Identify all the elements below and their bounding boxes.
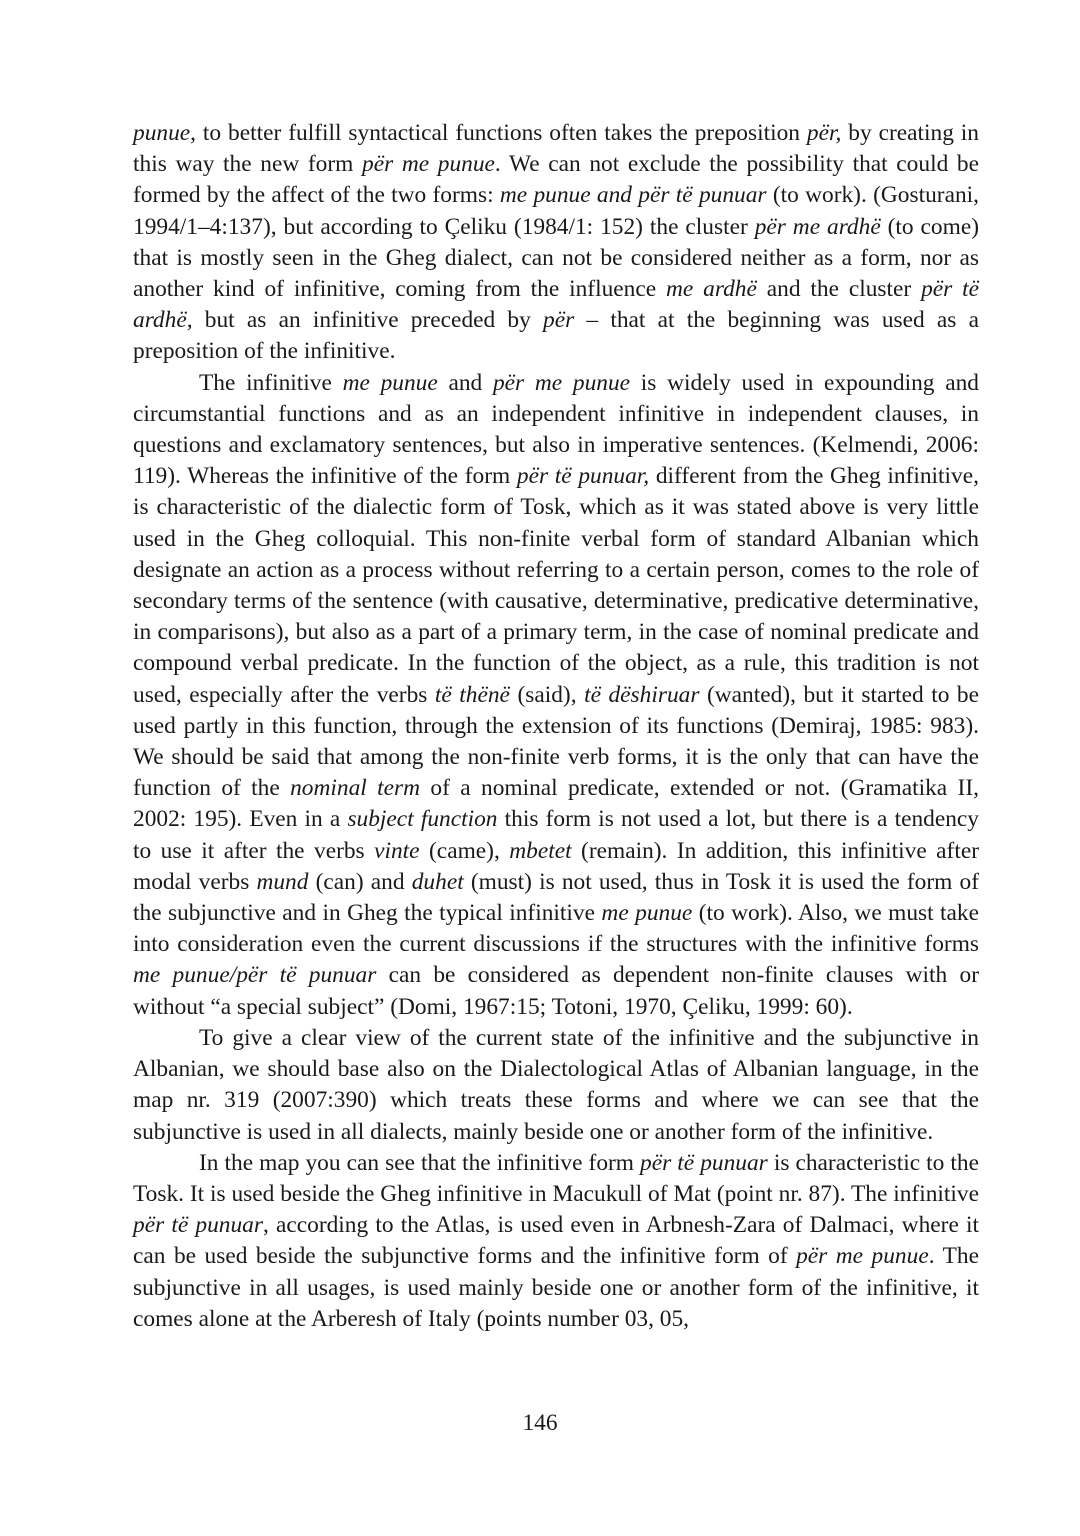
italic-term: me punue	[601, 900, 693, 927]
italic-term: mund	[256, 868, 309, 895]
text-run: and	[437, 369, 493, 396]
text-run: is widely used in expounding and circumstantial functions and as an independent infinitive in independent clauses, in questions and exclamatory sentences, but also in imperative sentences. (Kelmendi, 2006: 119). Whereas the infinitive of the form	[133, 369, 979, 490]
italic-term: për	[543, 307, 575, 334]
italic-term: të dëshiruar	[584, 681, 700, 708]
text-run: (to work). Also, we must take into consideration even the current discussions if the structures with the infinitive forms	[133, 900, 979, 958]
text-run: this form is not used a lot, but there is a tendency to use it after the verbs	[133, 806, 979, 864]
text-run: of a nominal predicate, extended or not. (Gramatika II, 2002: 195). Even in a	[133, 775, 979, 833]
text-run: (remain). In addition, this infinitive after modal verbs	[133, 837, 979, 895]
italic-term: për me punue	[796, 1243, 929, 1270]
italic-term: për të punuar,	[516, 463, 650, 490]
text-run: (must) is not used, thus in Tosk it is used the form of the subjunctive and in Gheg the typical infinitive	[133, 868, 979, 927]
italic-term: për me ardhë	[754, 213, 881, 240]
text-run: , to better fulfill syntactical functions often takes the preposition	[190, 120, 807, 146]
italic-term: për të punuar	[133, 1212, 263, 1239]
italic-term: për të ardhë,	[133, 276, 979, 334]
text-run: – that at the beginning was used as a preposition of the infinitive.	[133, 307, 979, 365]
italic-term: duhet	[411, 868, 464, 895]
text-run: The infinitive	[199, 369, 343, 396]
text-run: (said),	[509, 681, 585, 708]
italic-term: subject function	[347, 806, 498, 833]
italic-term: punue	[133, 120, 191, 146]
text-run: (came),	[419, 837, 510, 864]
italic-term: për me punue	[362, 151, 495, 178]
text-run: (to come) that is mostly seen in the Gheg dialect, can not be considered neither as a form, nor as another kind of infinitive, coming from the influence	[133, 213, 979, 303]
text-run: , according to the Atlas, is used even in Arbnesh-Zara of Dalmaci, where it can be used beside the subjunctive forms and the infinitive form of	[133, 1212, 979, 1270]
page-number: 146	[522, 1410, 558, 1436]
italic-term: për të punuar	[640, 1149, 768, 1176]
text-run: can be considered as dependent non-finite clauses with or without “a special subject” (Domi, 1967:15; Totoni, 1970, Çeliku, 1999: 60).	[133, 962, 979, 1020]
text-run: To give a clear view of the current state of the infinitive and the subjunctive in Albanian, we should base also on the Dialectological Atlas of Albanian language, in the map nr. 319 (2007:390) which treats these forms and where we can see that the subjunctive is used in all dialects, mainly beside one or another form of the infinitive.	[133, 1024, 979, 1145]
text-run: and the cluster	[756, 276, 922, 303]
text-run: (wanted), but it started to be used partly in this function, through the extension of its functions (Demiraj, 1985: 983). We should be said that among the non-finite verb forms, it is the only that can have the function of the	[133, 681, 979, 802]
italic-term: mbetet	[509, 837, 572, 864]
text-run: different from the Gheg infinitive, is characteristic of the dialectic form of Tosk, which as it was stated above is very little used in the Gheg colloquial. This non-finite verbal form of standard Albanian which designate an action as a process without referring to a certain person, comes to the role of secondary terms of the sentence (with causative, determinative, predicative determinative, in comparisons), but also as a part of a primary term, in the case of nominal predicate and compound verbal predicate. In the function of the object, as a rule, this tradition is not used, especially after the verbs	[133, 463, 979, 708]
paragraph-continuation	[133, 118, 979, 368]
italic-term: për,	[806, 120, 842, 146]
text-run: (to work). (Gosturani, 1994/1–4:137), but according to Çeliku (1984/1: 152) the cluster	[133, 182, 979, 240]
italic-term: me punue and për të punuar	[499, 182, 767, 209]
paragraph-infinitive-functions	[133, 368, 979, 1023]
italic-term: me punue	[342, 369, 438, 396]
text-run: (can) and	[308, 868, 412, 895]
italic-term: të thënë	[434, 681, 510, 708]
page-body	[133, 118, 979, 1335]
text-run: by creating in this way the new form	[133, 120, 979, 178]
text-run: is characteristic to the Tosk. It is used beside the Gheg infinitive in Macukull of Mat (point nr. 87). The infinitive	[133, 1149, 979, 1207]
text-run: but as an infinitive preceded by	[192, 307, 544, 334]
italic-term: me punue/për të punuar	[133, 962, 377, 989]
paragraph-map-description	[133, 1148, 979, 1335]
italic-term: me ardhë	[666, 276, 757, 303]
italic-term: vinte	[374, 837, 420, 864]
text-run: . We can not exclude the possibility that could be formed by the affect of the two forms:	[133, 151, 979, 209]
italic-term: për me punue	[492, 369, 631, 396]
paragraph-atlas-overview	[133, 1023, 979, 1148]
italic-term: nominal term	[290, 775, 421, 802]
text-run: . The subjunctive in all usages, is used mainly beside one or another form of the infinitive, it comes alone at the Arberesh of Italy (points number 03, 05,	[133, 1243, 980, 1332]
text-run: In the map you can see that the infinitive form	[199, 1149, 641, 1176]
